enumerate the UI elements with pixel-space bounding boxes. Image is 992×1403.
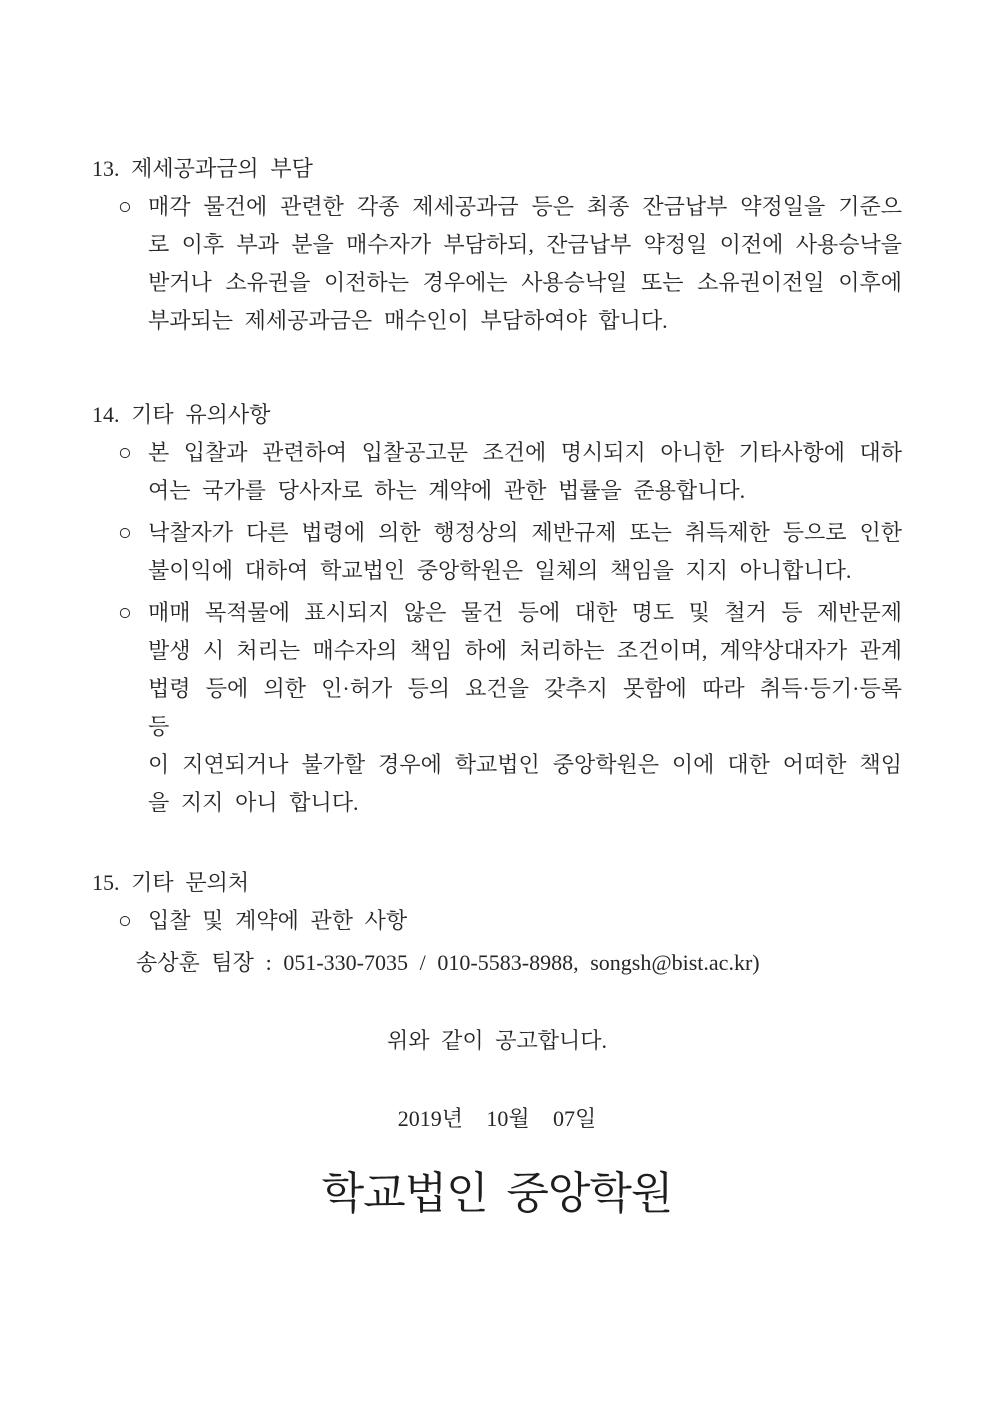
issuer-signature: 학교법인 중앙학원 [321, 1169, 673, 1218]
circle-bullet-icon: ○ [118, 194, 132, 219]
circle-bullet-icon: ○ [118, 520, 132, 545]
circle-bullet-icon: ○ [118, 440, 132, 465]
section-header [92, 150, 902, 188]
text-line: 로 이후 부과 분을 매수자가 부담하되, 잔금납부 약정일 이전에 사용승낙을 [148, 232, 902, 257]
text-line: 발생 시 처리는 매수자의 책임 하에 처리하는 조건이며, 계약상대자가 관계 [148, 638, 902, 663]
text-line: 을 지지 아니 합니다. [148, 790, 359, 815]
closing-statement: 위와 같이 공고합니다. [386, 1028, 608, 1053]
section [92, 864, 902, 982]
section-number: 13. [92, 156, 120, 181]
notice-item [92, 434, 902, 510]
section-number: 14. [92, 402, 120, 427]
section-number: 15. [92, 870, 120, 895]
text-line: 여는 국가를 당사자로 하는 계약에 관한 법률을 준용합니다. [148, 478, 746, 503]
section-header [92, 396, 902, 434]
text-line: 매매 목적물에 표시되지 않은 물건 등에 대한 명도 및 철거 등 제반문제 [148, 600, 902, 625]
sections [92, 150, 902, 982]
notice-content [92, 150, 902, 1224]
notice-item [92, 902, 902, 940]
section-title: 제세공과금의 부담 [131, 156, 313, 181]
section [92, 150, 902, 340]
notice-item [92, 514, 902, 590]
text-line: 송상훈 팀장 : 051-330-7035 / 010-5583-8988, songsh@bist.ac.kr) [136, 950, 760, 975]
text-line: 입찰 및 계약에 관한 사항 [148, 908, 408, 933]
text-line: 부과되는 제세공과금은 매수인이 부담하여야 합니다. [148, 308, 668, 333]
section-title: 기타 유의사항 [131, 402, 271, 427]
section-header [92, 864, 902, 902]
text-line: 매각 물건에 관련한 각종 제세공과금 등은 최종 잔금납부 약정일을 기준으 [148, 194, 902, 219]
contact-line-item [92, 944, 902, 982]
text-line: 낙찰자가 다른 법령에 의한 행정상의 제반규제 또는 취득제한 등으로 인한 [148, 520, 902, 545]
text-line: 받거나 소유권을 이전하는 경우에는 사용승낙일 또는 소유권이전일 이후에 [148, 270, 902, 295]
circle-bullet-icon: ○ [118, 908, 132, 933]
text-line: 이 지연되거나 불가할 경우에 학교법인 중앙학원은 이에 대한 어떠한 책임 [148, 752, 902, 777]
text-line: 본 입찰과 관련하여 입찰공고문 조건에 명시되지 아니한 기타사항에 대하 [148, 440, 902, 465]
notice-item [92, 594, 902, 822]
text-line: 법령 등에 의한 인·허가 등의 요건을 갖추지 못함에 따라 취득·등기·등록 등 [148, 676, 902, 739]
circle-bullet-icon: ○ [118, 600, 132, 625]
text-line: 불이익에 대하여 학교법인 중앙학원은 일체의 책임을 지지 아니합니다. [148, 558, 852, 583]
section [92, 396, 902, 822]
notice-item [92, 188, 902, 340]
section-title: 기타 문의처 [131, 870, 250, 895]
announcement-date: 2019년 10월 07일 [397, 1106, 597, 1131]
